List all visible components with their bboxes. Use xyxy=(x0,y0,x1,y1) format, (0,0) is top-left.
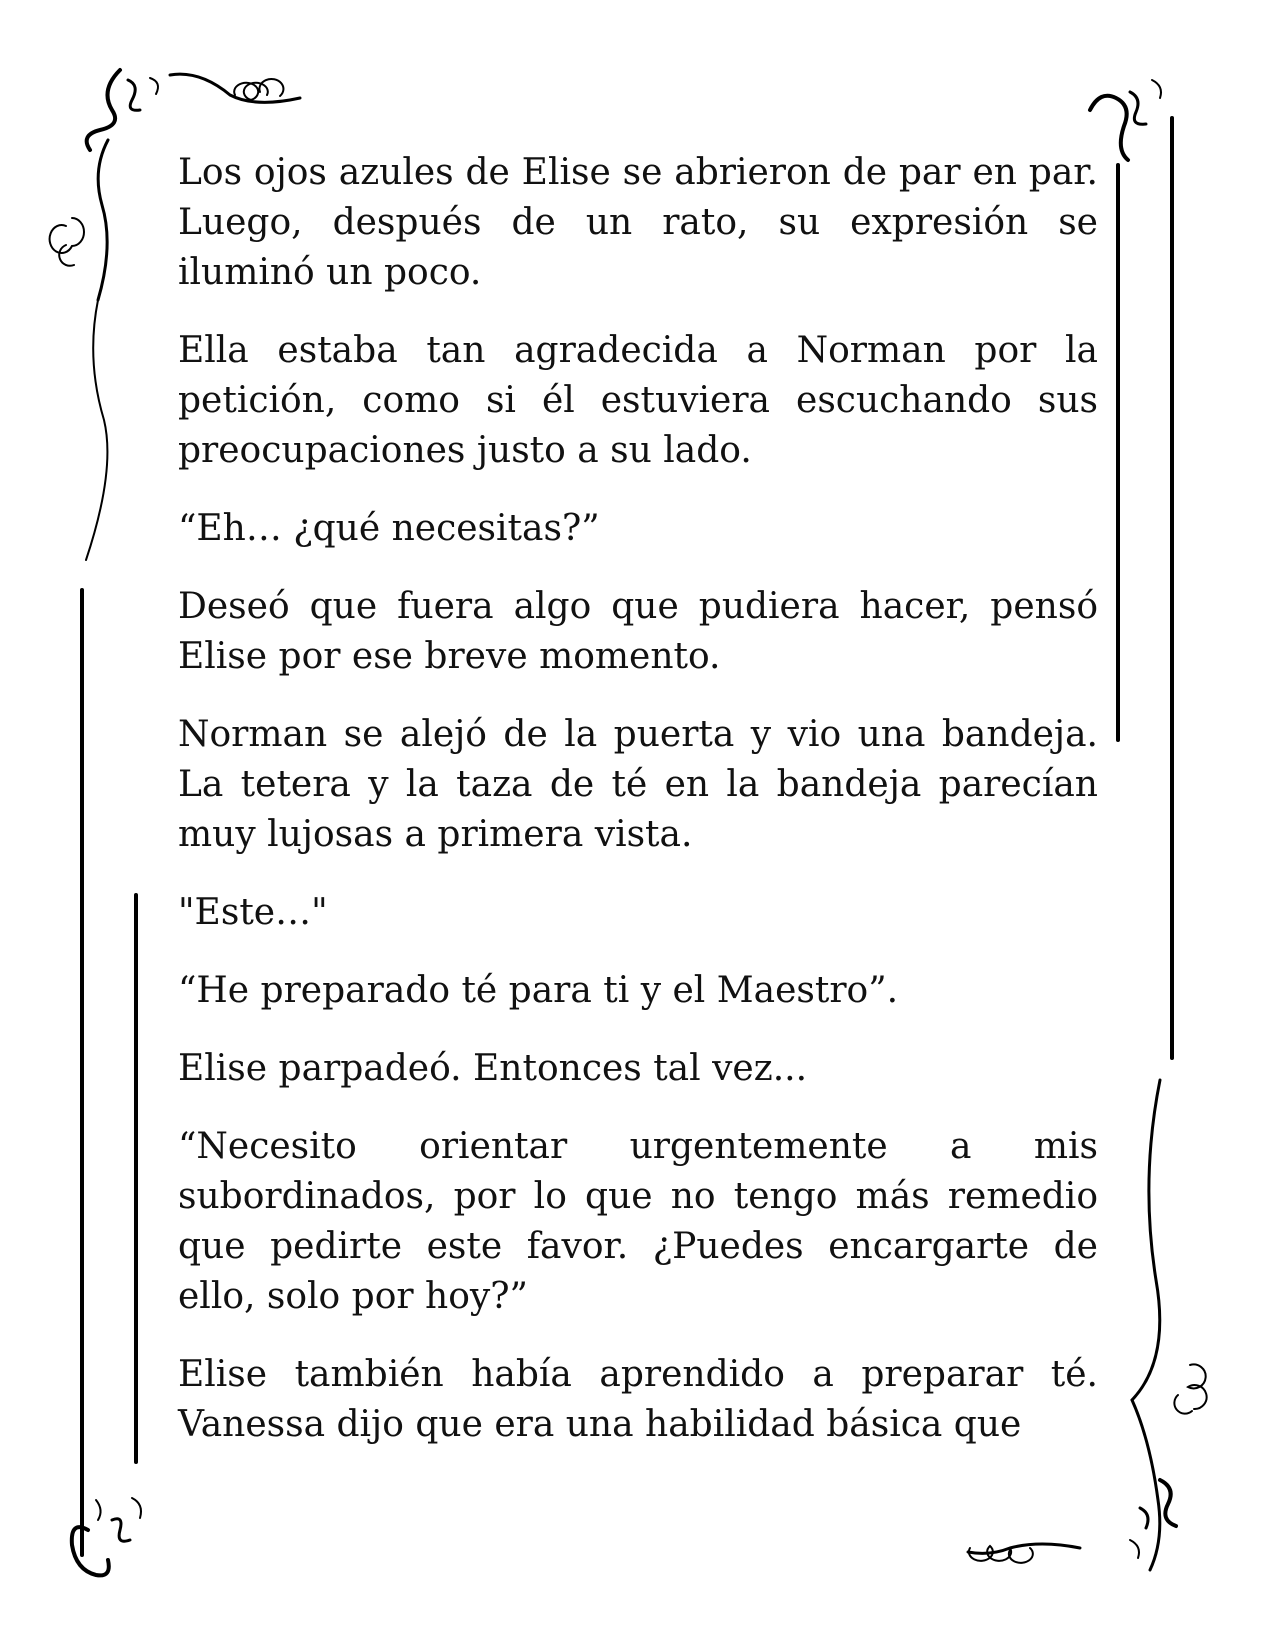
paragraph: Deseó que fuera algo que pudiera hacer, pensó Elise por ese breve momento. xyxy=(178,586,1098,677)
paragraph: Elise parpadeó. Entonces tal vez... xyxy=(178,1048,808,1089)
paragraph: “He preparado té para ti y el Maestro”. xyxy=(178,970,899,1011)
paragraph: Los ojos azules de Elise se abrieron de par en par. Luego, después de un rato, su expresión se iluminó un poco. xyxy=(178,152,1098,293)
paragraph: Elise también había aprendido a preparar té. Vanessa dijo que era una habilidad básica que xyxy=(178,1354,1098,1445)
paragraph: "Este…" xyxy=(178,892,328,933)
flourish-top-right-icon xyxy=(1090,80,1172,1058)
paragraph: Ella estaba tan agradecida a Norman por la petición, como si él estuviera escuchando sus preocupaciones justo a su lado. xyxy=(178,330,1098,471)
paragraph: “Necesito orientar urgentemente a mis subordinados, por lo que no tengo más remedio que pedirte este favor. ¿Puedes encargarte de ello, solo por hoy?” xyxy=(178,1126,1098,1317)
paragraph: Norman se alejó de la puerta y vio una bandeja. La tetera y la taza de té en la bandeja parecían muy lujosas a primera vista. xyxy=(178,714,1098,855)
document-body xyxy=(178,148,1098,1478)
paragraph: “Eh… ¿qué necesitas?” xyxy=(178,508,600,549)
